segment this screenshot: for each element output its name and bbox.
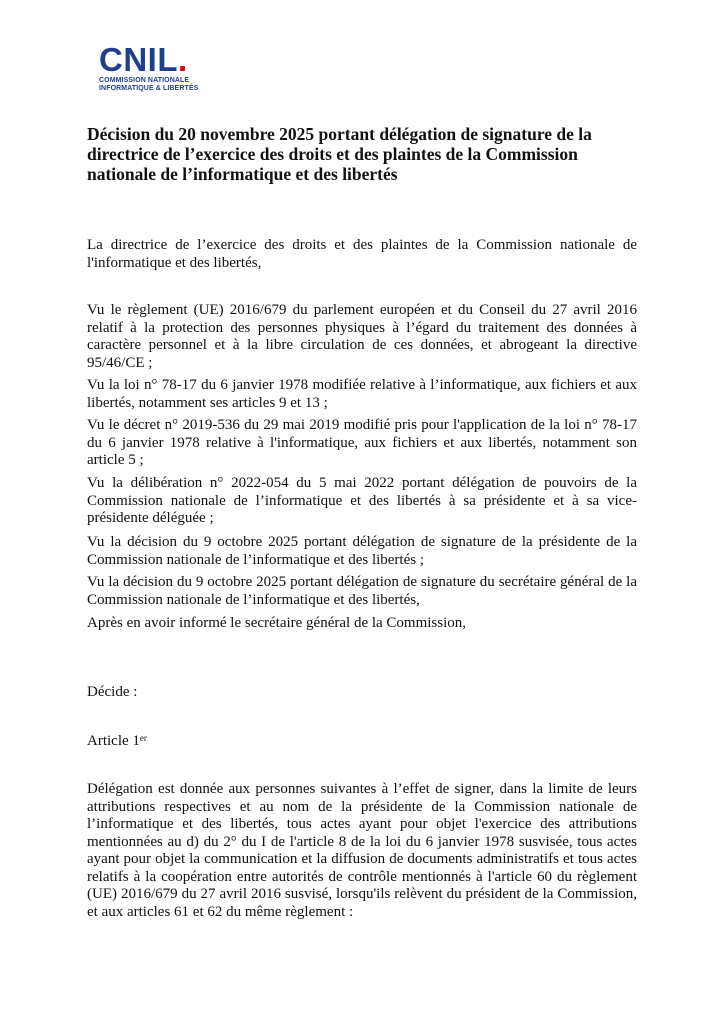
vu-decret-paragraph: Vu le décret n° 2019-536 du 29 mai 2019 modifié pris pour l'application de la loi n° 78-17 du 6 janvier 1978 relative à l'informatique, aux fichiers et aux libertés, notamment son article 5 ;: [87, 417, 637, 468]
logo-word: CNIL: [99, 41, 178, 78]
decision-title: Décision du 20 novembre 2025 portant délégation de signature de la directrice de l’exercice des droits et des plaintes de la Commission nationale de l’informatique et des libertés: [87, 124, 592, 184]
logo-subtitle-line1: COMMISSION NATIONALE: [99, 77, 190, 84]
logo-subtitle-line2: INFORMATIQUE & LIBERTÉS: [99, 85, 199, 92]
article-label: Article 1: [87, 733, 140, 749]
logo-wordmark: [99, 43, 209, 77]
article-heading: [87, 733, 637, 751]
apres-paragraph: Après en avoir informé le secrétaire général de la Commission,: [87, 615, 467, 631]
logo-dot: .: [178, 41, 188, 78]
vu-reglement-paragraph: Vu le règlement (UE) 2016/679 du parlement européen et du Conseil du 27 avril 2016 relatif à la protection des personnes physiques à l’égard du traitement des données à caractère personnel et à la libre circulation de ces données, et abrogeant la directive 95/46/CE ;: [87, 302, 637, 371]
author-paragraph: La directrice de l’exercice des droits et des plaintes de la Commission nationale de l'informatique et des libertés,: [87, 237, 637, 271]
decide-heading: Décide :: [87, 684, 138, 700]
vu-decision-presidente-paragraph: Vu la décision du 9 octobre 2025 portant délégation de signature de la présidente de la Commission nationale de l’informatique et des libertés ;: [87, 534, 637, 568]
vu-decision-secretaire-paragraph: Vu la décision du 9 octobre 2025 portant délégation de signature du secrétaire général de la Commission nationale de l’informatique et des libertés,: [87, 574, 637, 608]
vu-deliberation-paragraph: Vu la délibération n° 2022-054 du 5 mai 2022 portant délégation de pouvoirs de la Commission nationale de l’informatique et des libertés à sa présidente et à sa vice-présidente déléguée ;: [87, 475, 637, 526]
vu-loi-paragraph: Vu la loi n° 78-17 du 6 janvier 1978 modifiée relative à l’informatique, aux fichiers et aux libertés, notamment ses articles 9 et 13 ;: [87, 377, 637, 411]
article-superscript: er: [139, 733, 147, 743]
cnil-logo: [99, 43, 209, 93]
delegation-paragraph: Délégation est donnée aux personnes suivantes à l’effet de signer, dans la limite de leurs attributions respectives et au nom de la présidente de la Commission nationale de l’informatique et des libertés, tous actes ayant pour objet l'exercice des attributions mentionnées au d) du 2° du I de l'article 8 de la loi du 6 janvier 1978 susvisée, tous actes ayant pour objet la communication et la diffusion de documents administratifs et tous actes relatifs à la coopération entre autorités de contrôle mentionnés à l'article 60 du règlement (UE) 2016/679 du 27 avril 2016 susvisé, lorsqu'ils relèvent du président de la Commission, et aux articles 61 et 62 du même règlement :: [87, 781, 637, 920]
